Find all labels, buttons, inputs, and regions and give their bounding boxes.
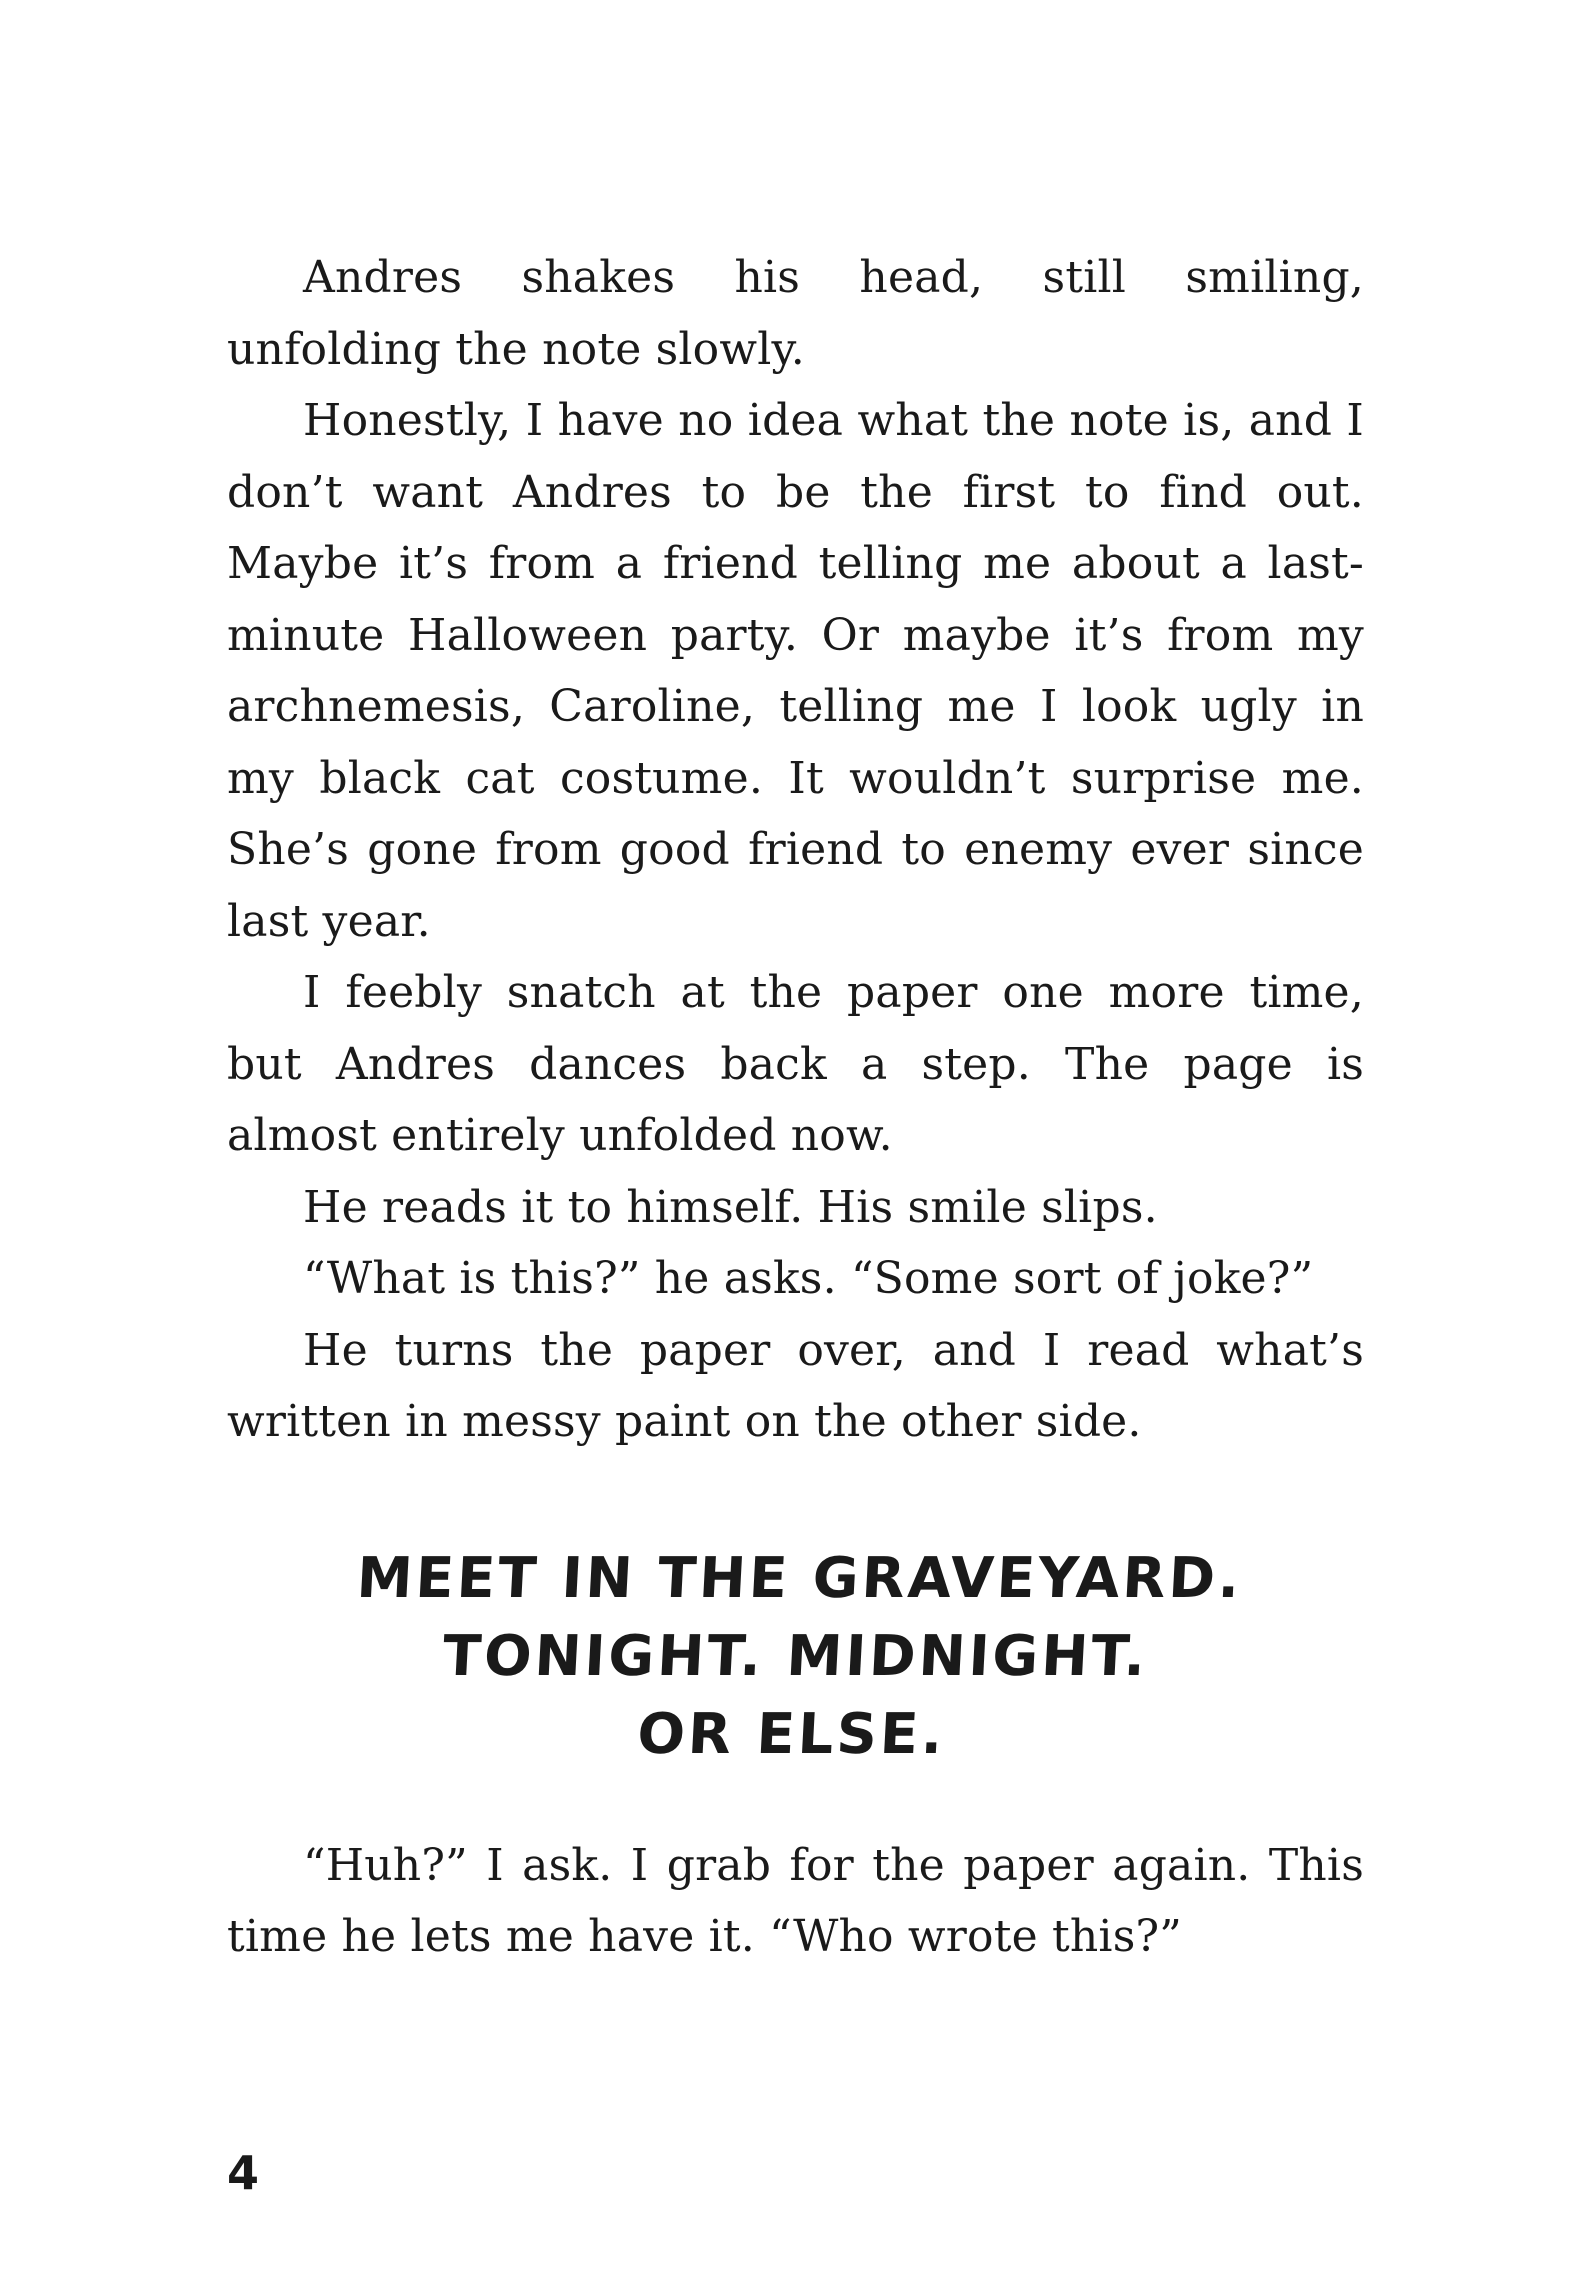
- page-body: [227, 242, 1364, 1973]
- paragraph: “What is this?” he asks. “Some sort of joke?”: [303, 1253, 1314, 1304]
- note-line: OR ELSE.: [635, 1701, 948, 1767]
- painted-note: [221, 1540, 1370, 1774]
- note-line: TONIGHT. MIDNIGHT.: [441, 1623, 1150, 1689]
- paragraph: He reads it to himself. His smile slips.: [303, 1181, 1158, 1233]
- note-line: MEET IN THE GRAVEYARD.: [355, 1545, 1245, 1611]
- paragraph: Andres shakes his head, still smiling, unfolding the note slowly.: [227, 252, 1364, 375]
- paragraph: He turns the paper over, and I read what’s written in messy paint on the other side.: [227, 1324, 1364, 1447]
- paragraph: “Huh?” I ask. I grab for the paper again. This time he lets me have it. “Who wrote this?”: [227, 1839, 1364, 1962]
- paragraph: I feebly snatch at the paper one more time, but Andres dances back a step. The page is almost entirely unfolded now.: [227, 967, 1364, 1161]
- page-number: 4: [227, 2146, 260, 2200]
- paragraph: Honestly, I have no idea what the note is, and I don’t want Andres to be the first to find out. Maybe it’s from a friend telling me about a last-minute Halloween party. Or maybe it’s from my archnemesis, Caroline, telling me I look ugly in my black cat costume. It wouldn’t surprise me. She’s gone from good friend to enemy ever since last year.: [227, 395, 1364, 947]
